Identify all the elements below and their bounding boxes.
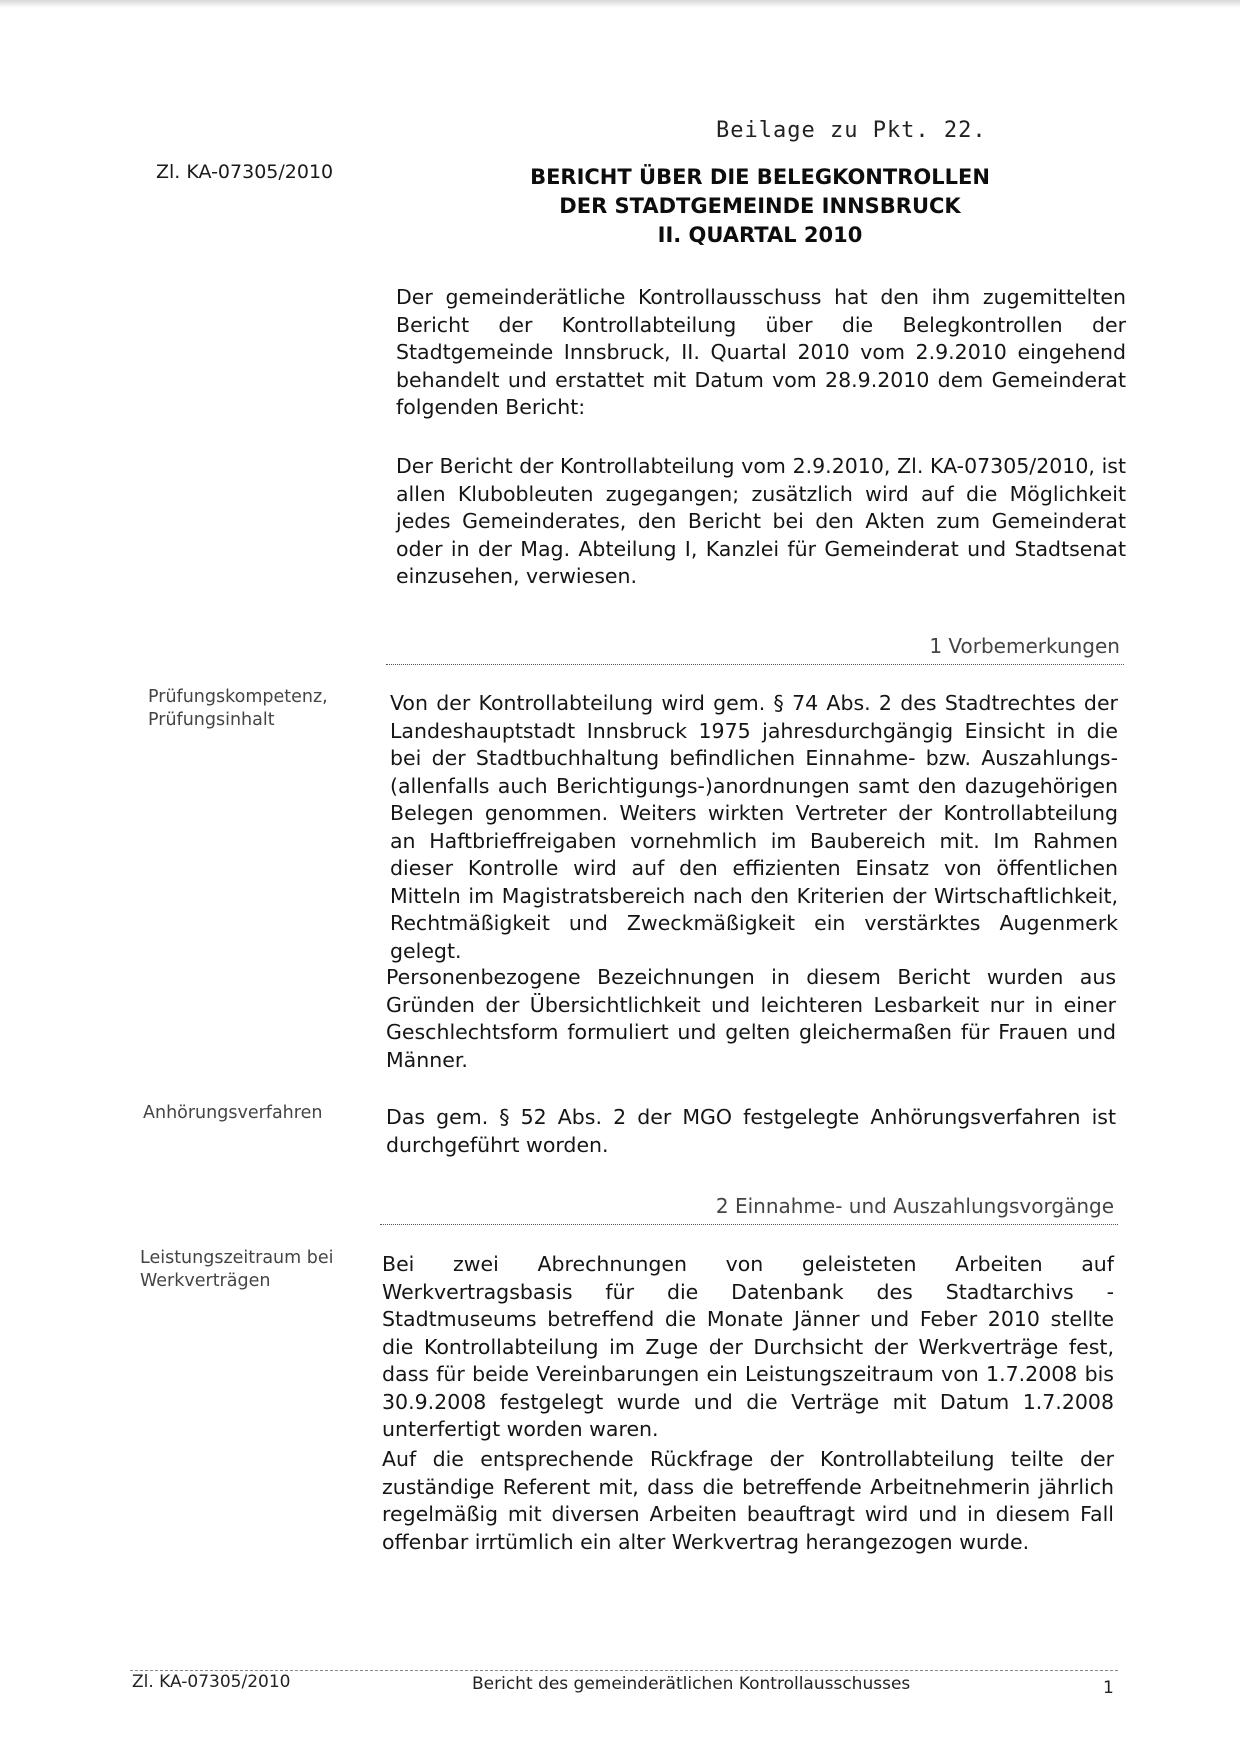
section-2-paragraph-2: Auf die entsprechende Rückfrage der Kontrollabteilung teilte der zuständige Referent mit, dass die betreffende Arbeitnehmerin jährlich regelmäßig mit diversen Arbeiten beauftragt wird und in diesem Fall offenbar irrtümlich ein alter Werkvertrag herangezogen wurde. [382, 1447, 1114, 1554]
sidenote-leistung [140, 1247, 334, 1293]
title-line: II. QUARTAL 2010 [657, 223, 863, 247]
sidenote-line: Werkverträgen [140, 1271, 271, 1291]
sidenote-line: Prüfungsinhalt [148, 710, 275, 730]
document-title [470, 163, 1050, 250]
section-2-heading [380, 1190, 1118, 1225]
intro-paragraph-1: Der gemeinderätliche Kontrollausschuss hat den ihm zugemittelten Bericht der Kontrollabteilung über die Belegkontrollen der Stadtgemeinde Innsbruck, II. Quartal 2010 vom 2.9.2010 eingehend behandelt und erstattet mit Datum vom 28.9.2010 dem Gemeinderat folgenden Bericht: [396, 285, 1126, 419]
footer-reference: Zl. KA-07305/2010 [132, 1672, 291, 1692]
title-line: BERICHT ÜBER DIE BELEGKONTROLLEN [530, 165, 990, 189]
scan-edge [0, 0, 1240, 8]
sidenote-anhoerung: Anhörungsverfahren [143, 1103, 323, 1123]
section-2-title: 2 Einnahme- und Auszahlungsvorgänge [715, 1194, 1114, 1218]
intro-paragraph-2: Der Bericht der Kontrollabteilung vom 2.9.2010, Zl. KA-07305/2010, ist allen Klubobleuten zugegangen; zusätzlich wird auf die Möglichkeit jedes Gemeinderates, den Bericht bei den Akten zum Gemeinderat oder in der Mag. Abteilung I, Kanzlei für Gemeinderat und Stadtsenat einzusehen, verwiesen. [396, 454, 1126, 588]
section-1-heading [386, 630, 1124, 665]
title-line: DER STADTGEMEINDE INNSBRUCK [559, 194, 961, 218]
page-number: 1 [1103, 1678, 1114, 1698]
section-1-paragraph-3: Das gem. § 52 Abs. 2 der MGO festgelegte Anhörungsverfahren ist durchgeführt worden. [386, 1105, 1116, 1157]
sidenote-line: Prüfungskompetenz, [148, 687, 328, 707]
section-1-title: 1 Vorbemerkungen [929, 634, 1120, 658]
section-1-paragraph-1: Von der Kontrollabteilung wird gem. § 74 Abs. 2 des Stadtrechtes der Landeshauptstadt Innsbruck 1975 jahresdurchgängig Einsicht in die bei der Stadtbuchhaltung befindlichen Einnahme- bzw. Auszahlungs- (allenfalls auch Berichtigungs-)anordnungen samt den dazugehörigen Belegen genommen. Weiters wirkten Vertreter der Kontrollabteilung an Haftbrieffreigaben vornehmlich im Baubereich mit. Im Rahmen dieser Kontrolle wird auf den effizienten Einsatz von öffentlichen Mitteln im Magistratsbereich nach den Kriterien der Wirtschaftlichkeit, Rechtmäßigkeit und Zweckmäßigkeit ein verstärktes Augenmerk gelegt. [390, 691, 1118, 963]
footer-divider [130, 1670, 1118, 1671]
section-2-paragraph-1: Bei zwei Abrechnungen von geleisteten Arbeiten auf Werkvertragsbasis für die Datenbank des Stadtarchivs - Stadtmuseums betreffend die Monate Jänner und Feber 2010 stellte die Kontrollabteilung im Zuge der Durchsicht der Werkverträge fest, dass für beide Vereinbarungen ein Leistungszeitraum von 1.7.2008 bis 30.9.2008 festgelegt wurde und die Verträge mit Datum 1.7.2008 unterfertigt worden waren. [382, 1252, 1114, 1441]
section-1-paragraph-2: Personenbezogene Bezeichnungen in diesem Bericht wurden aus Gründen der Übersichtlichkeit und leichteren Lesbarkeit nur in einer Geschlechtsform formuliert und gelten gleichermaßen für Frauen und Männer. [386, 965, 1116, 1072]
beilage-stamp: Beilage zu Pkt. 22. [716, 118, 987, 143]
reference-number: Zl. KA-07305/2010 [156, 161, 334, 183]
footer-title: Bericht des gemeinderätlichen Kontrollausschusses [472, 1674, 911, 1694]
sidenote-pruefung [148, 686, 328, 732]
sidenote-line: Leistungszeitraum bei [140, 1248, 334, 1268]
